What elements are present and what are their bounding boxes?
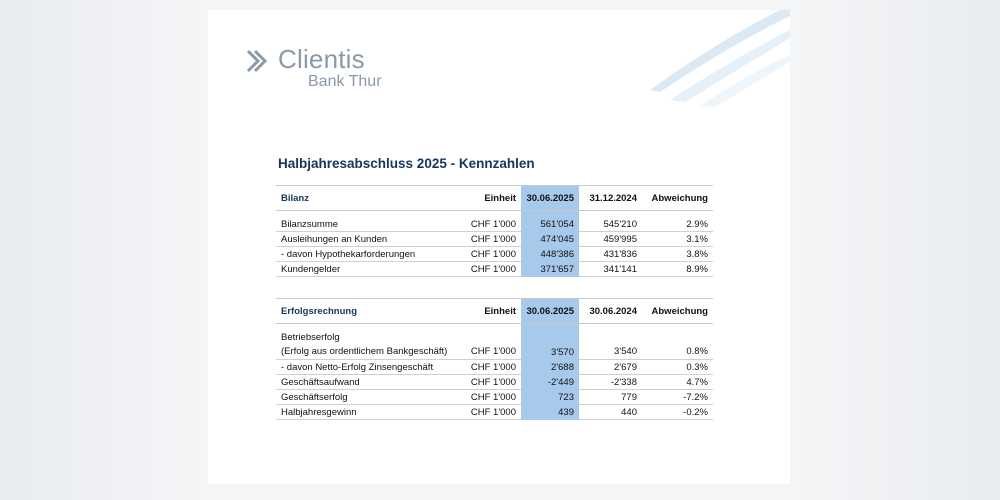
document-page [208,10,790,484]
table-row [276,390,713,405]
erfolgsrechnung-table [276,298,713,420]
row-label: Geschäftsaufwand [276,375,456,390]
row-current: 474'045 [521,232,579,247]
table-row [276,262,713,277]
row-unit: CHF 1'000 [456,262,521,277]
row-current: -2'449 [521,375,579,390]
row-deviation: 3.8% [642,247,713,262]
row-label: Geschäftserfolg [276,390,456,405]
row-label: Ausleihungen an Kunden [276,232,456,247]
row-deviation: 3.1% [642,232,713,247]
row-unit: CHF 1'000 [456,390,521,405]
row-current: 561'054 [521,217,579,232]
row-unit: CHF 1'000 [456,360,521,375]
bank-logo [246,46,382,90]
table-row [276,345,713,360]
header-unit: Einheit [456,186,521,211]
table-row [276,405,713,420]
header-deviation: Abweichung [642,299,713,324]
table-row [276,330,713,345]
row-label: (Erfolg aus ordentlichem Bankgeschäft) [276,345,456,360]
row-unit: CHF 1'000 [456,375,521,390]
row-deviation: 0.3% [642,360,713,375]
bilanz-table [276,185,713,277]
chevron-logo-icon [246,47,274,75]
row-previous: 341'141 [579,262,642,277]
row-previous: 3'540 [579,345,642,360]
row-current: 371'657 [521,262,579,277]
row-deviation: 4.7% [642,375,713,390]
row-label: Halbjahresgewinn [276,405,456,420]
table-row [276,217,713,232]
row-current: 3'570 [521,345,579,360]
row-label: - davon Hypothekarforderungen [276,247,456,262]
row-previous: 779 [579,390,642,405]
row-deviation: 0.8% [642,345,713,360]
table-header-row [276,186,713,211]
header-previous: 30.06.2024 [579,299,642,324]
row-deviation: 8.9% [642,262,713,277]
row-previous: 431'836 [579,247,642,262]
header-current: 30.06.2025 [521,299,579,324]
header-section: Bilanz [276,186,456,211]
row-current: 723 [521,390,579,405]
row-deviation: -0.2% [642,405,713,420]
row-label: - davon Netto-Erfolg Zinsengeschäft [276,360,456,375]
row-previous: 440 [579,405,642,420]
table-row [276,247,713,262]
row-unit: CHF 1'000 [456,405,521,420]
row-unit: CHF 1'000 [456,247,521,262]
decorative-swoosh [630,10,790,110]
table-row [276,232,713,247]
header-unit: Einheit [456,299,521,324]
row-unit: CHF 1'000 [456,217,521,232]
row-previous: -2'338 [579,375,642,390]
header-previous: 31.12.2024 [579,186,642,211]
row-label: Kundengelder [276,262,456,277]
row-previous: 459'995 [579,232,642,247]
header-current: 30.06.2025 [521,186,579,211]
header-section: Erfolgsrechnung [276,299,456,324]
row-deviation: -7.2% [642,390,713,405]
row-current: 439 [521,405,579,420]
row-current: 2'688 [521,360,579,375]
table-row [276,375,713,390]
row-previous: 2'679 [579,360,642,375]
header-deviation: Abweichung [642,186,713,211]
row-label: Betriebserfolg [281,331,340,343]
row-previous: 545'210 [579,217,642,232]
table-header-row [276,299,713,324]
logo-subtitle: Bank Thur [308,73,382,90]
page-title: Halbjahresabschluss 2025 - Kennzahlen [278,156,535,171]
row-label: Bilanzsumme [276,217,456,232]
row-current: 448'386 [521,247,579,262]
row-deviation: 2.9% [642,217,713,232]
row-unit: CHF 1'000 [456,345,521,360]
row-unit: CHF 1'000 [456,232,521,247]
table-row [276,360,713,375]
logo-name: Clientis [278,44,365,74]
